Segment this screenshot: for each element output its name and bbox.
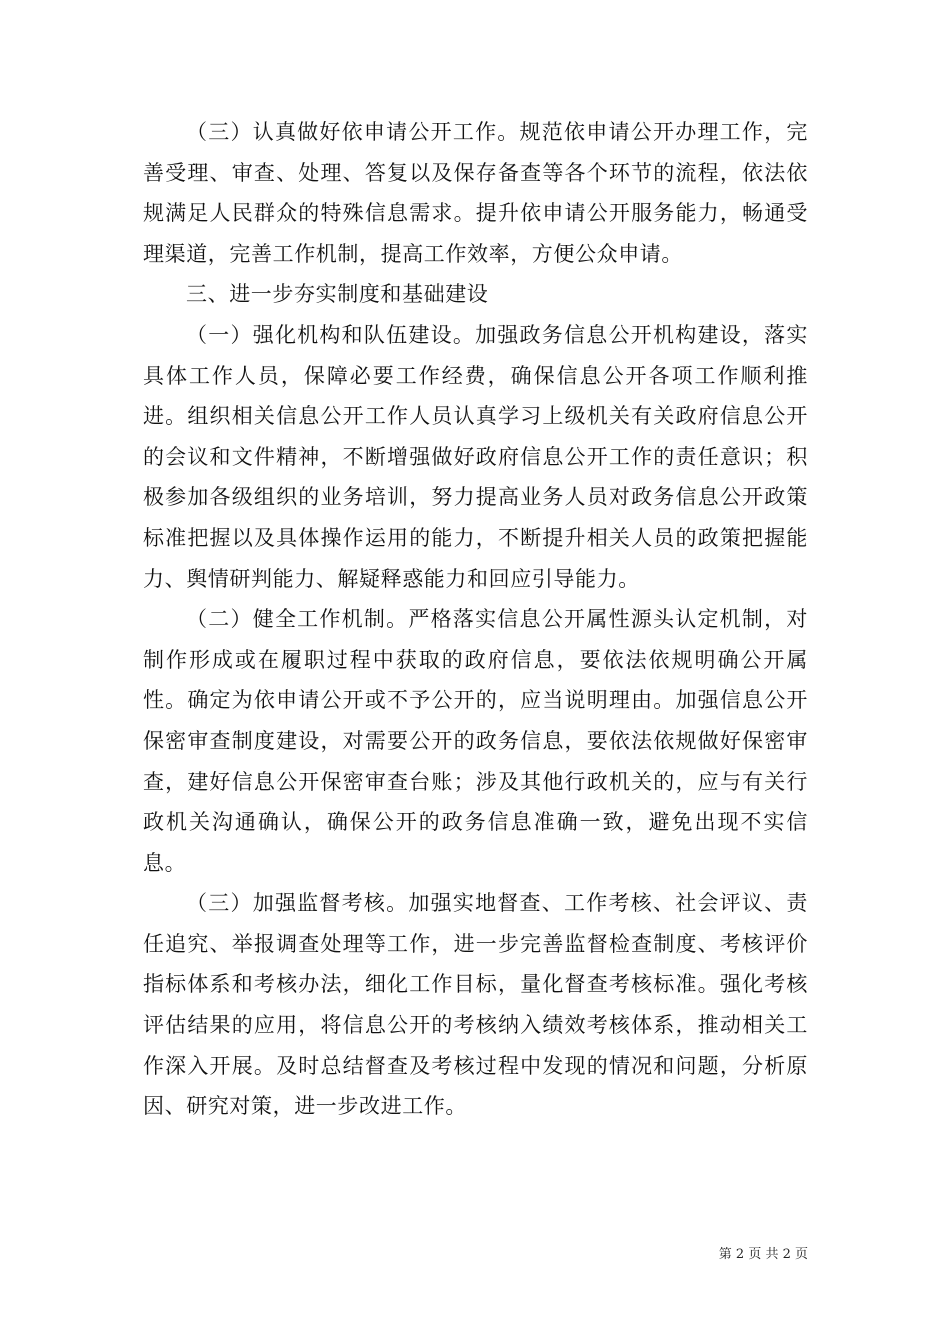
section-heading-system-building: 三、进一步夯实制度和基础建设 — [186, 282, 489, 307]
document-body — [143, 112, 808, 1127]
paragraph-institution-team: （一）强化机构和队伍建设。加强政务信息公开机构建设，落实具体工作人员，保障必要工作经费，确保信息公开各项工作顺利推进。组织相关信息公开工作人员认真学习上级机关有关政府信息公开的会议和文件精神，不断增强做好政府信息公开工作的责任意识；积极参加各级组织的业务培训，努力提高业务人员对政务信息公开政策标准把握以及具体操作运用的能力，不断提升相关人员的政策把握能力、舆情研判能力、解疑释惑能力和回应引导能力。 — [143, 322, 808, 591]
paragraph-application-disclosure: （三）认真做好依申请公开工作。规范依申请公开办理工作，完善受理、审查、处理、答复以及保存备查等各个环节的流程，依法依规满足人民群众的特殊信息需求。提升依申请公开服务能力，畅通受理渠道，完善工作机制，提高工作效率，方便公众申请。 — [143, 120, 808, 266]
paragraph-supervision-assessment: （三）加强监督考核。加强实地督查、工作考核、社会评议、责任追究、举报调查处理等工作，进一步完善监督检查制度、考核评价指标体系和考核办法，细化工作目标，量化督查考核标准。强化考核评估结果的应用，将信息公开的考核纳入绩效考核体系，推动相关工作深入开展。及时总结督查及考核过程中发现的情况和问题，分析原因、研究对策，进一步改进工作。 — [143, 891, 808, 1119]
paragraph-work-mechanism: （二）健全工作机制。严格落实信息公开属性源头认定机制，对制作形成或在履职过程中获取的政府信息，要依法依规明确公开属性。确定为依申请公开或不予公开的，应当说明理由。加强信息公开保密审查制度建设，对需要公开的政务信息，要依法依规做好保密审查，建好信息公开保密审查台账；涉及其他行政机关的，应与有关行政机关沟通确认，确保公开的政务信息准确一致，避免出现不实信息。 — [143, 607, 808, 875]
page-number-footer: 第 2 页 共 2 页 — [718, 1247, 808, 1262]
